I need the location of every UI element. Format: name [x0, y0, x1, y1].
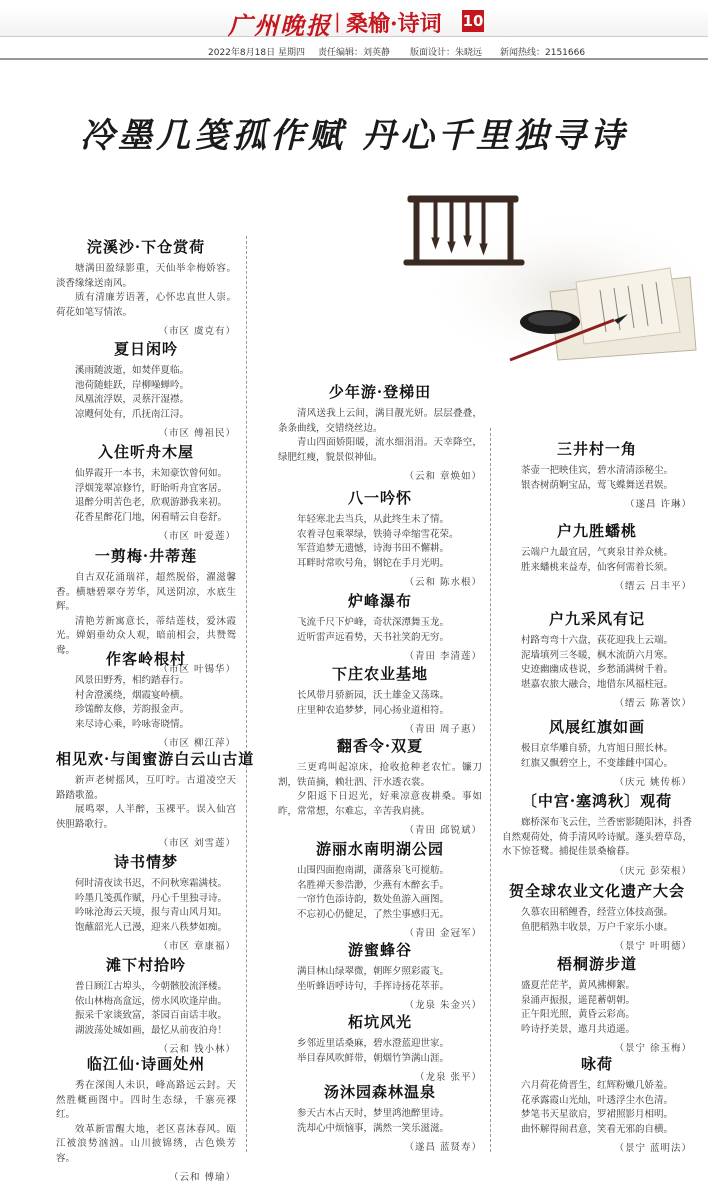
poem-author: （青田 李清莲） [404, 651, 482, 662]
poem-author: （云和 章焕如） [404, 471, 482, 482]
poem-body: 久慕农田稻鲤香，经营立体技高强。 鱼肥稻熟丰收景，万户千家乐小康。 [521, 907, 674, 933]
poem-item [502, 522, 692, 592]
section-title: 桑榆·诗词 [346, 11, 442, 37]
poem-body: 参天古木占天时，梦里鸿池醉里诗。 洗却心中烦恼事，满然一笑乐滋滋。 [297, 1108, 450, 1134]
poem-author: （龙泉 朱金兴） [404, 1000, 482, 1011]
poem-body: 茶壶一把映佳宾，碧水清清添秘尘。 银杏树荫婀宝品，莺飞蝶舞送君娱。 [521, 465, 674, 491]
poem-title: 〔中宫·塞鸿秋〕观荷 [521, 792, 673, 810]
poem-body: 六月荷花倚晋生，红辉粉嫩几娇羞。 花承露霞山光灿，叶透浮尘水色清。 梦笔书天星欲启，罗裙照影月相明。 曲怀解得闹君意，笑看无邪韵自横。 [521, 1080, 674, 1135]
poem-author: （庆元 彭荣根） [614, 865, 692, 877]
poem-author: （市区 虞克有） [158, 326, 236, 337]
poem-body: 长风带月骄新园，沃土雄金又荡珠。 庄里种农追梦梦，同心扬业道相符。 [297, 690, 450, 716]
poem-title: 汤沐园森林温泉 [323, 1083, 436, 1101]
poem-body: 新声老树摇风，互叮咛。古道凌空天路踏歌盈。 展鸣翠，人半醉，玉裸平。误入仙宫侠胆路歌行。 [56, 775, 236, 830]
column-divider [246, 236, 247, 1152]
poem-title: 户九采风有记 [548, 610, 645, 628]
poem-item [56, 340, 236, 439]
issue-date: 2022年8月18日 星期四 [208, 48, 305, 58]
poem-body: 塘满田盈绿影重，天仙举伞梅娇容。淡香缘缘送南风。 质有清廉芳语著，心怀忠直世人崇。荷花如笔写情浓。 [56, 263, 236, 318]
page-number: 10 [462, 12, 484, 30]
ink-stone-icon [520, 310, 580, 334]
newspaper-logo: 广州晚报 [228, 11, 332, 40]
page-headline: 冷墨几笺孤作赋 丹心千里独寻诗 [80, 116, 628, 156]
poem-author: （景宁 叶明德） [614, 941, 692, 952]
design-credit: 版面设计：朱晓远 [410, 48, 483, 58]
poem-title: 游丽水南明湖公园 [315, 840, 444, 858]
poem-body: 乡邻近里话桑麻，碧水澄蓝迎世家。 举目春风吹鲜带，朝烟竹笋满山涯。 [297, 1038, 450, 1064]
poem-item [502, 792, 692, 877]
poem-body: 云端户九最宜居，气爽泉甘养众桃。 胜来蟠桃来益寿，仙客何需着长须。 [521, 547, 674, 573]
info-bar [0, 44, 708, 60]
poem-author: （青田 周子惠） [404, 724, 482, 735]
poem-item [278, 592, 482, 662]
poem-body: 风景田野秀，相约踏春行。 村舍澄溪绕，烟霞宴岭横。 珍馐醉友修，芳韵报金声。 来尽诗心乘，吟咏寄晓情。 [75, 675, 190, 730]
poem-title: 贺全球农业文化遗产大会 [508, 882, 685, 900]
poem-author: （遂昌 许琳） [624, 499, 692, 510]
editor-credit: 责任编辑：刘英静 [318, 48, 391, 58]
poem-item [56, 238, 236, 337]
poem-title: 入住听舟木屋 [97, 443, 194, 461]
poem-author: （景宁 蓝明法） [614, 1143, 692, 1154]
poem-author: （市区 叶锡华） [158, 664, 236, 675]
poem-body: 极目京华雕自骄，九宵旭日照长林。 红旗又飘碧空上，不变雄雌中国心。 [521, 743, 674, 769]
poem-body: 自古双花涌瑞祥，超然脱俗，濯滋馨香。横塘碧翠夺芳华，风送阴凉，水底生辉。 清艳芳新寓意长，蒂结莲枝，爱沐霞光。婵娟垂幼众人观，暗前相会，共赞鸳鸯。 [56, 572, 236, 656]
poem-author: （市区 傅祖民） [158, 428, 236, 439]
poem-item [56, 853, 236, 952]
poem-body: 普日顾江古埠头，今朝骸胶流泽楼。 依山林梅高盒远，傍水风吹逢岸曲。 振采千家谈致富，茶园百亩话丰收。 湖波荡处城如画，最忆从前夜泊舟！ [75, 981, 228, 1036]
poem-body: 溪雨随波逝，如焚伴夏临。 池荷随蛙跃，岸柳噪蝉吟。 凤凰流浮娱，灵蔡汗湿襟。 凉飕何处有，爪抚南江浔。 [75, 365, 190, 420]
poem-author: （市区 章康福） [158, 941, 236, 952]
poem-title: 户九胜蟠桃 [556, 522, 637, 540]
poem-title: 咏荷 [580, 1055, 613, 1073]
poem-author: （景宁 徐玉梅） [614, 1043, 692, 1054]
poem-body: 年轻寒北去当兵，从此终生未了情。 农着寻包乘翠绿，铁骑寻牵缩雪花荣。 军营追梦无遗憾，诗海书田不懈耕。 耳畔时常吹号角，钢铊在手月光明。 [297, 514, 459, 569]
poem-body: 村路弯弯十六盘，荻花迎我上云端。 泥墙填列三冬暖，枫木流荫六月寒。 史迹幽幽成巷说，乡愁涌满树千着。 堪嘉农旅大融合，地借东风福柱冠。 [521, 635, 674, 690]
poem-item [278, 383, 482, 482]
poem-author: （云和 傅瑜） [168, 1172, 236, 1183]
poem-item [278, 665, 482, 735]
poem-body: 清风送我上云间，满目靓光妍。层层叠叠，条条曲线，交错绕丝边。 青山四面娇阳暖，流水细涓涓。天幸降空，绿肥红瘦，貌景似神仙。 [278, 408, 482, 463]
poem-item [278, 1013, 482, 1083]
poem-author: （市区 叶爱莲） [158, 531, 236, 542]
poem-title: 游蜜蜂谷 [347, 941, 412, 959]
masthead [0, 0, 708, 44]
poem-item [502, 955, 692, 1054]
poem-title: 少年游·登梯田 [328, 383, 432, 401]
poem-author: （缙云 陈著饮） [614, 698, 692, 709]
poem-item [502, 718, 692, 788]
poem-author: （青田 邱锐斌） [404, 825, 482, 836]
poem-title: 浣溪沙·下仓赏荷 [86, 238, 206, 256]
poem-body: 仙界霞开一本书，未知豪饮曾何如。 浮烟笼翠凉修竹，盱眙听舟宜客居。 退醉分明苦色老，欣观游渺我来初。 花香星醉花门地，闲看晴云自卷舒。 [75, 468, 228, 523]
poem-body: 廊桥深布飞云住，兰香密影随阳沐，抖香自然观荷处，倚手清风吟诗赋。蓬头碧草岛，水下惊苍鹭。捕捉佳景桑榆暮。 [502, 817, 693, 857]
poem-title: 相见欢·与闺蜜游白云山古道 [56, 750, 255, 768]
poem-item [278, 737, 482, 836]
poem-body: 三更鸡叫起凉床，抢收抢种老农忙。镰刀割，铁苗摘，赖壮泗、汗水透衣裳。 夕阳返下日迟光，好乘凉意夜耕桑。事如昨，常常想，尔难忘，辛苦我肩挑。 [278, 762, 482, 817]
poem-item [56, 1055, 236, 1183]
poem-body: 何时清夜读书迟，不问秋寒霜满枝。 吟墨几笺孤作赋，丹心千里独寻诗。 吟咏沧海云天境，报与青山风月知。 饱蘸韶光人已漫，迎来八秩梦如痴。 [75, 878, 228, 933]
poem-title: 下庄农业基地 [331, 665, 428, 683]
column-divider [490, 428, 491, 1152]
poem-author: （龙泉 张平） [414, 1072, 482, 1083]
poem-title: 滩下村拾吟 [105, 956, 186, 974]
poem-item [502, 882, 692, 952]
poem-item [56, 750, 255, 849]
poem-item [502, 1055, 692, 1154]
ink-brush-illustration [400, 182, 700, 372]
poem-title: 梧桐游步道 [556, 955, 637, 973]
poem-title: 柘坑风光 [347, 1013, 412, 1031]
poem-title: 作客岭根村 [105, 650, 186, 668]
poem-author: （缙云 吕丰平） [614, 581, 692, 592]
poem-body: 飞流千尺下炉峰，奇状深潭舞玉龙。 近听雷声远看势，天书社笑韵无穷。 [297, 617, 450, 643]
poem-item [56, 443, 236, 542]
poem-title: 夏日闲吟 [113, 340, 178, 358]
poem-title: 翻香令·双夏 [336, 737, 424, 755]
poem-author: （市区 柳江萍） [158, 738, 236, 749]
poem-item [278, 941, 482, 1011]
poem-body: 秀在深闺人未识，峰高路远云封。天然胜概画图中。四时生态绿，千寨亮裸红。 效革新雷醒大地，老区喜沐春风。瓯江被浪势汹汹。山川披锦绣，古色焕芳容。 [56, 1080, 236, 1164]
poem-item [278, 840, 482, 939]
poem-title: 三井村一角 [556, 440, 637, 458]
poem-body: 满目林山绿翠微，朝晖夕照彩霞飞。 坐听蜂语呼诗句，手挥诗扬花萃菲。 [297, 966, 450, 992]
news-hotline: 新闻热线：2151666 [500, 48, 586, 58]
poem-item [278, 489, 482, 588]
poem-item [56, 956, 236, 1055]
poem-title: 诗书情梦 [113, 853, 178, 871]
poem-item [502, 440, 692, 510]
poem-title: 炉峰瀑布 [347, 592, 412, 610]
poem-item [502, 610, 692, 709]
poem-item [56, 650, 236, 749]
poem-title: 临江仙·诗画处州 [86, 1055, 206, 1073]
masthead-separator: | [334, 9, 341, 33]
poem-author: （青田 金冠军） [404, 928, 482, 939]
poem-body: 盛夏茫茫芊，黄风拂柳絮。 泉涌声振报，遥琵蓄朝朝。 正午阳光照，黄昏云彩高。 吟诗抒美景，遨月共逍遥。 [521, 980, 636, 1035]
poem-body: 山围四面抱南湖，潇落泉飞可搅舫。 名胜禅天参浩渺，少燕有木醉玄手。 一帘竹色添诗韵，数处鱼游入画图。 不忘初心仍健足，了然尘事感归无。 [297, 865, 450, 920]
poem-item [278, 1083, 482, 1153]
poem-author: （市区 刘雪莲） [158, 838, 236, 849]
poem-author: （遂昌 蓝贤寿） [404, 1142, 482, 1153]
poem-title: 风展红旗如画 [548, 718, 645, 736]
poem-author: （云和 陈水根） [404, 577, 482, 588]
poem-title: 一剪梅·井蒂莲 [94, 547, 198, 565]
poem-author: （云和 钱小林） [158, 1044, 236, 1055]
poem-author: （庆元 姚传栎） [614, 777, 692, 788]
poem-title: 八一吟怀 [347, 489, 412, 507]
